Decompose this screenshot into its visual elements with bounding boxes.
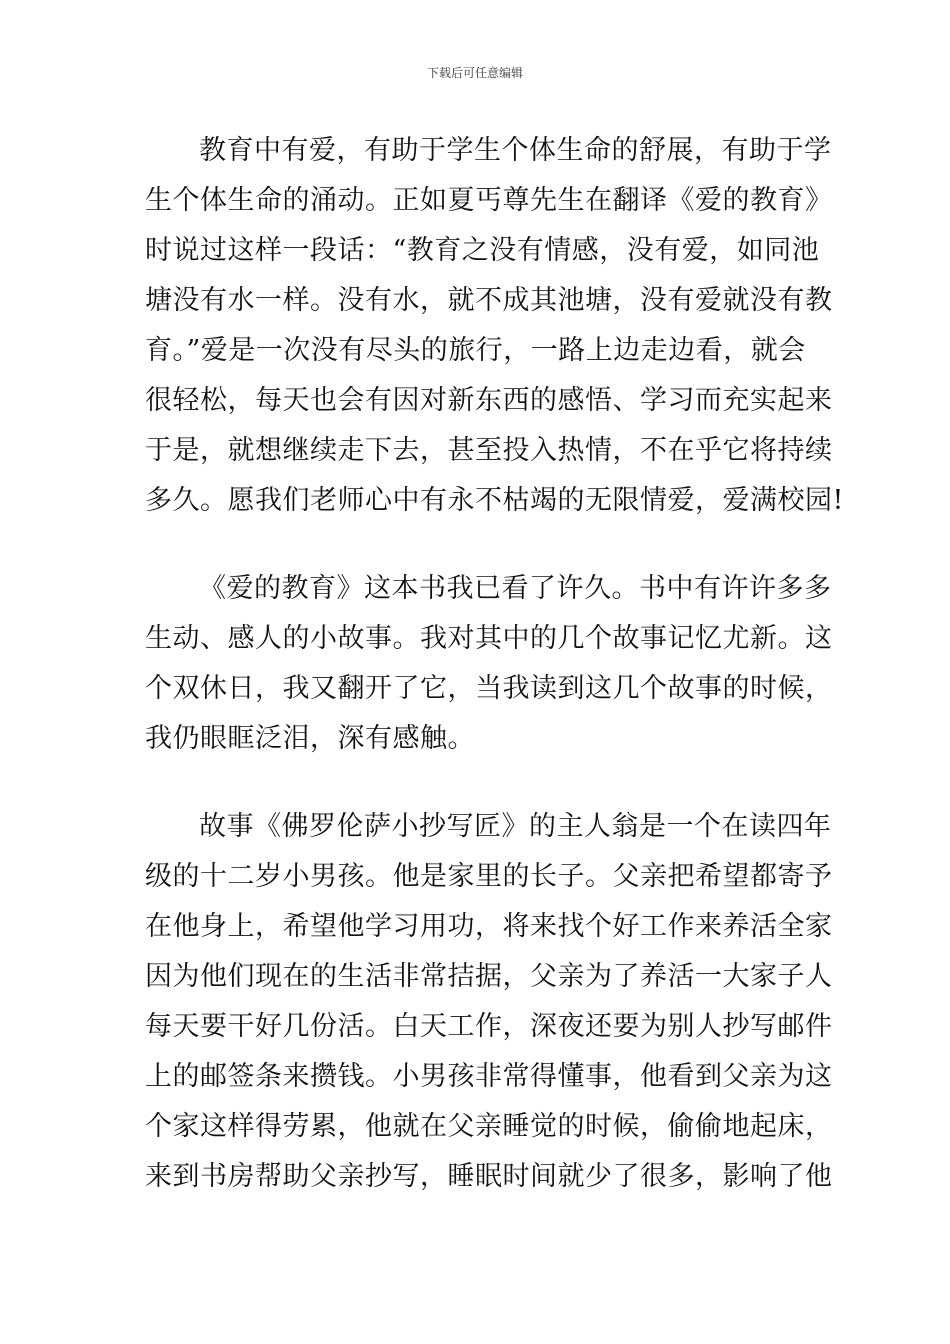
text-line: 于是，就想继续走下去，甚至投入热情，不在乎它将持续	[145, 435, 833, 466]
page-header: 下载后可任意编辑	[426, 66, 523, 80]
text-line: 塘没有水一样。没有水，就不成其池塘，没有爱就没有教	[145, 285, 833, 316]
text-line: 级的十二岁小男孩。他是家里的长子。父亲把希望都寄予	[145, 861, 833, 892]
text-line: 个家这样得劳累，他就在父亲睡觉的时候，偷偷地起床，	[145, 1111, 833, 1142]
text-line: 每天要干好几份活。白天工作，深夜还要为别人抄写邮件	[145, 1011, 833, 1042]
text-line: 很轻松，每天也会有因对新东西的感悟、学习而充实起来	[145, 385, 833, 416]
paragraph-3	[145, 802, 833, 1202]
paragraph-2	[145, 564, 833, 764]
paragraph-1	[145, 126, 844, 526]
text-line: 因为他们现在的生活非常拮据，父亲为了养活一大家子人	[145, 961, 833, 992]
document-body	[145, 126, 844, 1202]
paragraph-spacer	[145, 526, 807, 564]
text-line: 上的邮签条来攒钱。小男孩非常得懂事，他看到父亲为这	[145, 1061, 833, 1092]
text-line: 时说过这样一段话：“教育之没有情感，没有爱，如同池	[145, 235, 820, 266]
paragraph-spacer	[145, 764, 807, 802]
text-line: 《爱的教育》这本书我已看了许久。书中有许许多多	[199, 573, 832, 604]
text-line: 生动、感人的小故事。我对其中的几个故事记忆尤新。这	[145, 623, 833, 654]
text-line: 教育中有爱，有助于学生个体生命的舒展，有助于学	[199, 135, 832, 166]
text-line: 我仍眼眶泛泪，深有感触。	[145, 723, 475, 754]
text-line: 育。”爱是一次没有尽头的旅行，一路上边走边看，就会	[145, 335, 806, 366]
text-line: 来到书房帮助父亲抄写，睡眠时间就少了很多，影响了他	[145, 1161, 833, 1192]
text-line: 在他身上，希望他学习用功，将来找个好工作来养活全家	[145, 911, 833, 942]
text-line: 多久。愿我们老师心中有永不枯竭的无限情爱，爱满校园!	[145, 485, 844, 516]
text-line: 生个体生命的涌动。正如夏丐尊先生在翻译《爱的教育》	[145, 185, 833, 216]
text-line: 个双休日，我又翻开了它，当我读到这几个故事的时候，	[145, 673, 833, 704]
text-line: 故事《佛罗伦萨小抄写匠》的主人翁是一个在读四年	[199, 811, 832, 842]
